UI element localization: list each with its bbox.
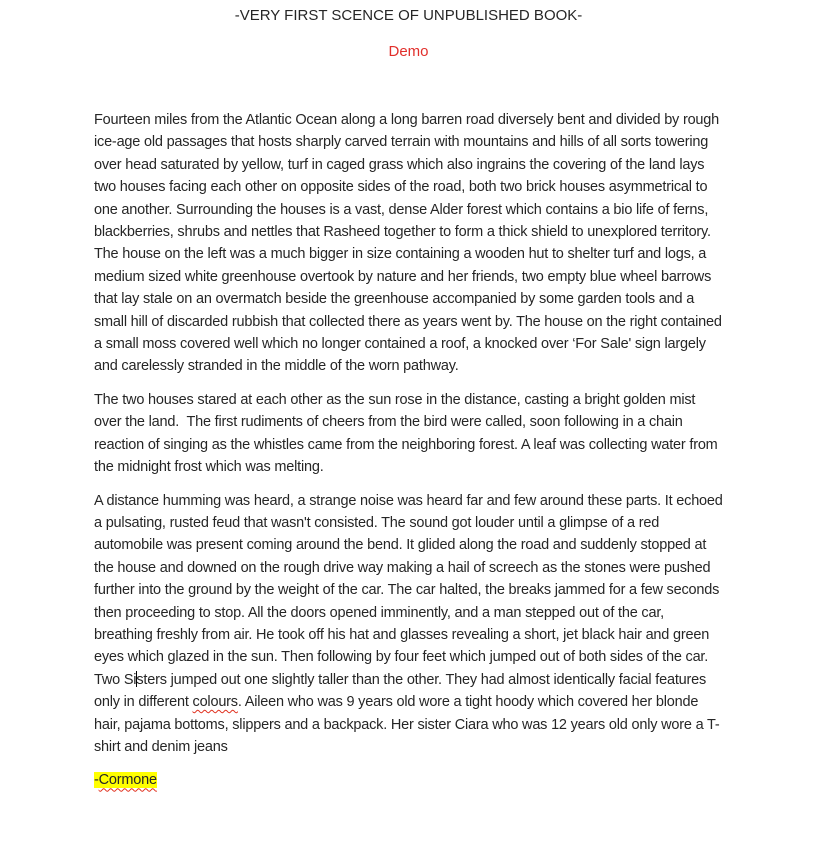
signature-prefix: - — [94, 772, 99, 789]
document-title[interactable]: -VERY FIRST SCENCE OF UNPUBLISHED BOOK- — [234, 7, 583, 24]
paragraph-2[interactable]: The two houses stared at each other as the sun rose in the distance, casting a bright golden mist over the land. The first rudiments of cheers from the bird were called, soon following in a chain reaction of singing as the whistles came from the neighboring forest. A leaf was collecting water from the midnight frost which was melting. — [94, 391, 722, 476]
paragraph-3[interactable] — [94, 490, 727, 759]
paragraph-3-text-after-cursor: sters jumped out one slightly taller than the other. They had almost identically facial features only in different — [94, 671, 710, 711]
misspelled-word-cormone: Cormone — [98, 772, 157, 789]
document-subtitle[interactable]: Demo — [388, 43, 429, 60]
paragraph-3-text-before-cursor: A distance humming was heard, a strange noise was heard far and few around these parts. It echoed a pulsating, rusted feud that wasn't consisted. The sound got louder until a glimpse of a red automobile was present coming around the bend. It glided along the road and suddenly stopped at the house and downed on the rough drive way making a hail of screech as the stones were pushed further into the ground by the weight of the car. The car halted, the breaks jammed for a few seconds then proceeding to stop. All the doors opened imminently, and a man stepped out of the car, breathing freshly from air. He took off his hat and glasses revealing a short, jet black hair and green eyes which glazed in the sun. Then following by four feet which jumped out of both sides of the car. Two Si — [94, 492, 727, 688]
paragraph-3-text-tail: . Aileen who was 9 years old wore a tight hoody which covered her blonde hair, pajama bottoms, slippers and a backpack. Her sister Ciara who was 12 years old only wore a T-shirt and denim jeans — [94, 694, 720, 755]
misspelled-word-colours: colours — [192, 694, 238, 711]
paragraph-1[interactable]: Fourteen miles from the Atlantic Ocean along a long barren road diversely bent and divided by rough ice-age old passages that hosts sharply carved terrain with mountains and hills of all sorts towering over head saturated by yellow, turf in caged grass which also ingrains the covering of the land lays two houses facing each other on opposite sides of the road, both two brick houses asymmetrical to one another. Surrounding the houses is a vast, dense Alder forest which contains a bio life of ferns, blackberries, shrubs and nettles that Rasheed together to form a thick shield to unexplored territory. The house on the left was a much bigger in size containing a wooden hut to shelter turf and logs, a medium sized white greenhouse overtook by nature and her friends, two empty blue wheel barrows that lay stale on an overmatch beside the greenhouse accompanied by some garden tools and a small hill of discarded rubbish that collected there as years went by. The house on the right contained a small moss covered well which no longer contained a roof, a knocked over ‘For Sale' sign largely and carelessly stranded in the middle of the worn pathway. — [94, 112, 726, 375]
signature-highlight — [94, 772, 157, 788]
signature-line[interactable] — [94, 769, 723, 791]
